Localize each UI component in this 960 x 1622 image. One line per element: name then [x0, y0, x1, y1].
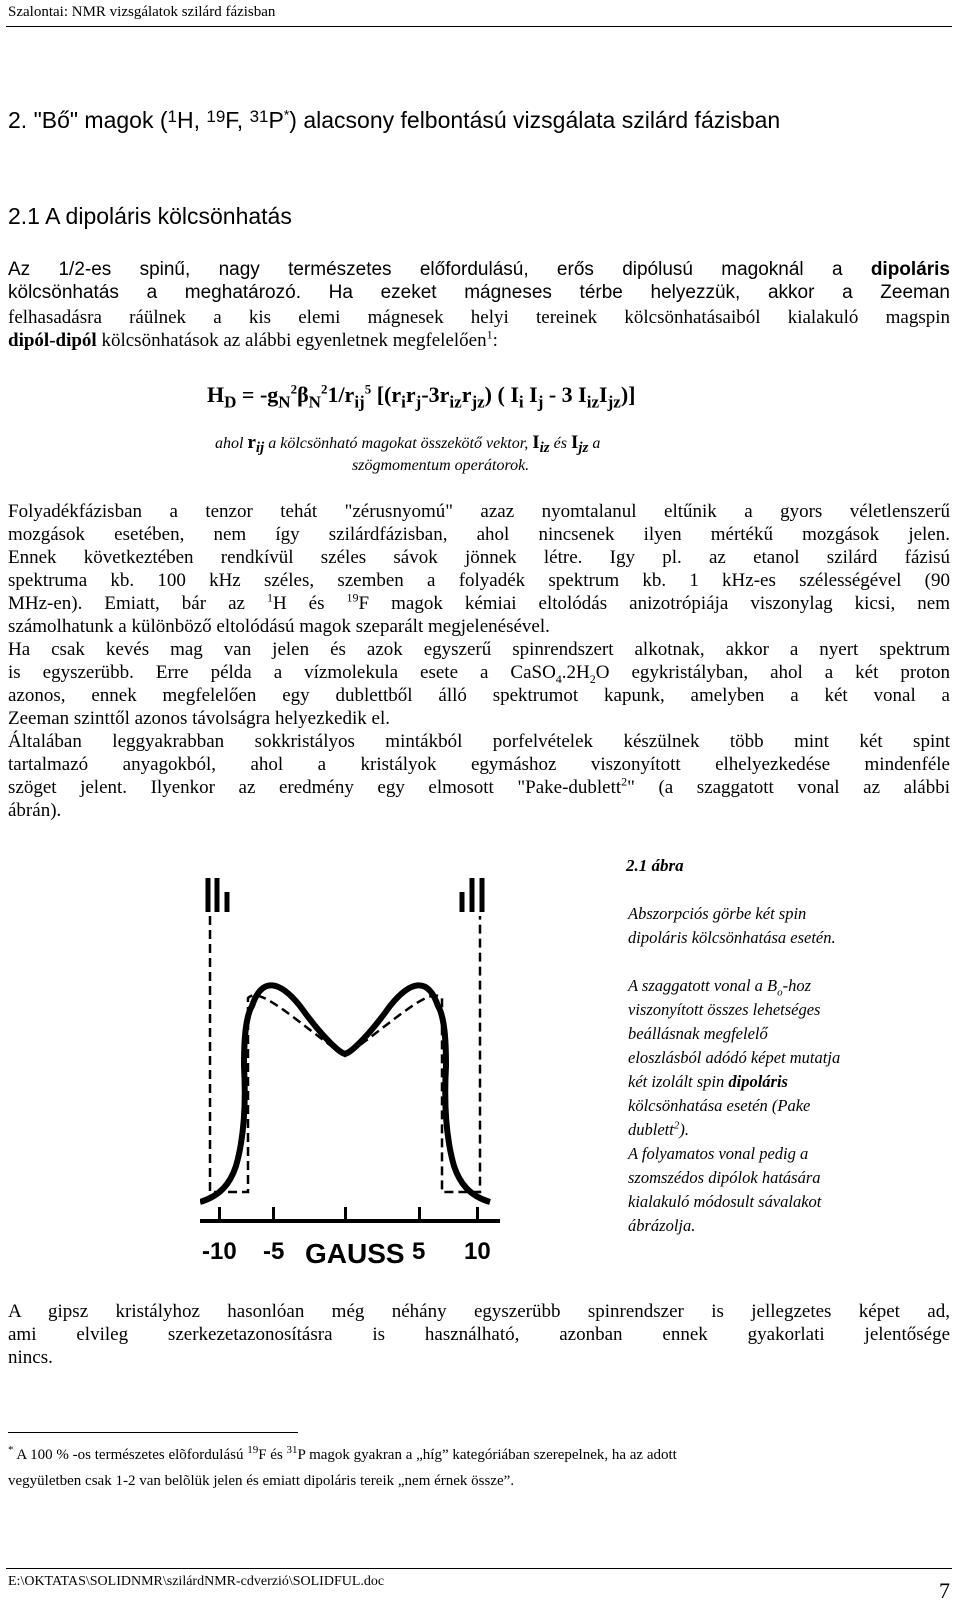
text-line: felhasadásra ráülnek a kis elemi mágnesek helyi tereinek kölcsönhatásaiból kialakuló magspin — [8, 307, 950, 328]
header-divider — [6, 26, 952, 27]
f: -3r — [421, 382, 450, 407]
t: ahol — [215, 435, 248, 452]
t: 19 — [247, 1444, 259, 1456]
text-line: nincs. — [8, 1347, 53, 1368]
paragraph-2 — [8, 500, 950, 822]
figure-2-1-graph — [200, 866, 620, 1286]
t: 2 — [673, 1119, 680, 1132]
formula-note — [215, 432, 601, 457]
f: jz — [607, 392, 621, 412]
f: I — [599, 382, 608, 407]
t: A 100 % -os természetes elõfordulású — [13, 1447, 248, 1463]
f: ) ( I — [484, 382, 519, 407]
text-line: számolhatunk a különböző eltolódású magok szeparált megjelenésével. — [8, 616, 550, 637]
caption-line: kölcsönhatása esetén (Pake — [628, 1096, 811, 1115]
caption-line: eloszlásból adódó képet mutatja — [628, 1048, 841, 1067]
f: i — [518, 392, 524, 412]
text-line: tartalmazó anyagokból, ahol a kristályok egymáshoz viszonyított elhelyezkedése mindenféle — [8, 754, 950, 775]
t: a — [588, 435, 601, 452]
text-line: Zeeman szinttől azonos távolságra helyezkedik el. — [8, 708, 390, 729]
text-line: Folyadékfázisban a tenzor tehát "zérusnyomú" azaz nyomtalanul eltűnik a gyors véletlenszerű — [8, 501, 950, 522]
t: 4 — [555, 671, 562, 686]
t: A szaggatott vonal a B — [628, 976, 778, 995]
f: i — [401, 392, 406, 412]
t: ij — [255, 440, 265, 457]
bold-term: dipól-dipól — [8, 330, 97, 351]
f: N — [278, 392, 291, 412]
t: a kölcsönható magokat összekötő vektor, — [264, 435, 533, 452]
t: O egykristályban, ahol a két proton — [595, 662, 950, 683]
text: kölcsönhatások az alábbi egyenletnek megfelelően — [96, 330, 487, 351]
text-line: azonos, ennek megfelelően egy dublettből álló spektrumot kapunk, amelyben a két vonal a — [8, 685, 950, 706]
t: jz — [578, 440, 589, 457]
f: = -g — [236, 382, 279, 407]
t: P magok gyakran a „híg” kategóriában szerepelnek, ha az adott — [297, 1447, 677, 1463]
tick-label-10: 10 — [464, 1238, 491, 1265]
t: szöget jelent. Ilyenkor az eredmény egy elmosott "Pake-dublett — [8, 777, 622, 798]
formula-note-2: szögmomentum operátorok. — [352, 457, 530, 474]
f: 2 — [320, 381, 328, 397]
text-line: ábrán). — [8, 800, 62, 821]
t: 31 — [286, 1444, 298, 1456]
footnote-divider — [8, 1432, 298, 1433]
t: 19 — [346, 590, 359, 605]
tick-label-neg10: -10 — [202, 1238, 237, 1265]
title-sup: 31 — [249, 107, 269, 126]
subsection-title: 2.1 A dipoláris kölcsönhatás — [8, 203, 292, 229]
paragraph-3 — [8, 1300, 950, 1369]
caption-line: A folyamatos vonal pedig a — [628, 1144, 809, 1163]
axis-label-gauss: GAUSS — [305, 1238, 405, 1269]
t: F magok kémiai eltolódás anizotrópiája viszonylag kicsi, nem — [358, 593, 950, 614]
figure-caption-1 — [628, 902, 928, 950]
f: N — [308, 392, 321, 412]
t: ). — [679, 1120, 689, 1139]
f: β — [297, 382, 309, 407]
text: Az 1/2-es spinű, nagy természetes előfordulású, erős dipólusú magoknál a — [8, 259, 871, 280]
t: * — [8, 1444, 14, 1456]
text-line: Általában leggyakrabban sokkristályos mintákból porfelvételek készülnek több mint két spint — [8, 731, 950, 752]
running-header: Szalontai: NMR vizsgálatok szilárd fázisban — [8, 4, 276, 20]
t: dublett — [628, 1120, 674, 1139]
section-title — [8, 100, 948, 137]
f: D — [224, 392, 237, 412]
f: r — [405, 382, 416, 407]
title-part: P — [268, 107, 284, 133]
text-line: kölcsönhatás a meghatározó. Ha ezeket mágneses térbe helyezzük, akkor a Zeeman — [8, 282, 950, 303]
title-star: * — [283, 106, 290, 123]
title-sup: 1 — [167, 107, 177, 126]
page-number: 7 — [939, 1578, 950, 1603]
f: H — [207, 382, 225, 407]
figure-label: 2.1 ábra — [626, 856, 684, 875]
footnote-ref: 1 — [486, 327, 493, 342]
t: is egyszerübb. Erre példa a vízmolekula esete a CaSO — [8, 662, 556, 683]
title-part: ) alacsony felbontású vizsgálata szilárd fázisban — [289, 107, 781, 133]
t: H és — [272, 593, 347, 614]
t: F és — [258, 1447, 287, 1463]
t: I — [532, 432, 540, 453]
t: és — [549, 435, 571, 452]
figure-caption-2 — [628, 974, 928, 1238]
f: I — [523, 382, 538, 407]
t: iz — [539, 440, 550, 457]
hamiltonian-formula — [207, 381, 636, 412]
f: j — [415, 392, 422, 412]
f: )] — [620, 382, 636, 407]
f: 1/r — [327, 382, 355, 407]
f: 5 — [364, 381, 372, 397]
t: 1 — [266, 590, 273, 605]
text-line: Ennek következtében rendkívül széles sávok jönnek létre. Igy pl. az etanol szilárd fázisú — [8, 547, 950, 568]
t: két izolált spin — [628, 1072, 729, 1091]
f: jz — [471, 392, 485, 412]
text: : — [492, 330, 498, 351]
right-spike-bars — [462, 878, 482, 912]
t: I — [570, 432, 579, 453]
t: -hoz — [782, 976, 812, 995]
tick-label-5: 5 — [412, 1238, 426, 1265]
t: MHz-en). Emiatt, bár az — [8, 593, 267, 614]
paragraph-1-cont — [8, 306, 950, 352]
t: 2 — [621, 774, 628, 789]
f: iz — [586, 392, 600, 412]
t: 2 — [589, 671, 596, 686]
t: r — [247, 432, 256, 453]
text-line: spektruma kb. 100 kHz széles, szemben a folyadék spektrum kb. 1 kHz-es szélességével (90 — [8, 570, 950, 591]
footnote — [8, 1442, 950, 1494]
x-axis-ticks — [218, 1207, 479, 1221]
paragraph-1 — [8, 258, 950, 304]
text-line: ami elvileg szerkezetazonosításra is használható, azonban ennek gyakorlati jelentősége — [8, 1324, 950, 1345]
t: " (a szaggatott vonal az alábbi — [627, 777, 950, 798]
f: ij — [354, 392, 365, 412]
text-line: A gipsz kristályhoz hasonlóan még néhány egyszerübb spinrendszer is jellegzetes képet ad, — [8, 1301, 950, 1322]
title-part: 2. "Bő" magok ( — [8, 107, 168, 133]
title-part: F, — [225, 107, 250, 133]
t: dipoláris — [728, 1072, 788, 1091]
title-part: H, — [176, 107, 207, 133]
footer-divider — [6, 1568, 952, 1569]
caption-line: dipoláris kölcsönhatása esetén. — [628, 928, 836, 947]
t: .2H — [561, 662, 590, 683]
f: - 3 I — [543, 382, 587, 407]
f: 2 — [290, 381, 298, 397]
footnote-line: vegyületben csak 1-2 van belõlük jelen és emiatt dipoláris tereik „nem érnek össze”. — [8, 1473, 515, 1489]
bold-term: dipoláris — [870, 259, 950, 280]
f: [(r — [371, 382, 402, 407]
left-spike-bars — [208, 878, 227, 912]
t: o — [777, 986, 783, 999]
text-line: Ha csak kevés mag van jelen és azok egyszerű spinrendszert alkotnak, akkor a nyert spektrum — [8, 639, 950, 660]
caption-line: szomszédos dipólok hatására — [628, 1168, 821, 1187]
caption-line: viszonyított összes lehetséges — [628, 1000, 821, 1019]
solid-absorption-curve — [200, 985, 490, 1202]
footer-path: E:\OKTATAS\SOLIDNMR\szilárdNMR-cdverzió\SOLIDFUL.doc — [8, 1574, 385, 1589]
caption-line: Abszorpciós görbe két spin — [628, 904, 807, 923]
tick-label-neg5: -5 — [263, 1238, 285, 1265]
f: j — [537, 392, 544, 412]
caption-line: ábrázolja. — [628, 1216, 696, 1235]
title-sup: 19 — [206, 107, 226, 126]
caption-line: beállásnak megfelelő — [628, 1024, 768, 1043]
f: iz — [449, 392, 462, 412]
caption-line: kialakuló módosult sávalakot — [628, 1192, 822, 1211]
text-line: mozgások esetében, nem így szilárdfázisban, ahol nincsenek ilyen mértékű mozgások jelen. — [8, 524, 950, 545]
f: r — [461, 382, 472, 407]
